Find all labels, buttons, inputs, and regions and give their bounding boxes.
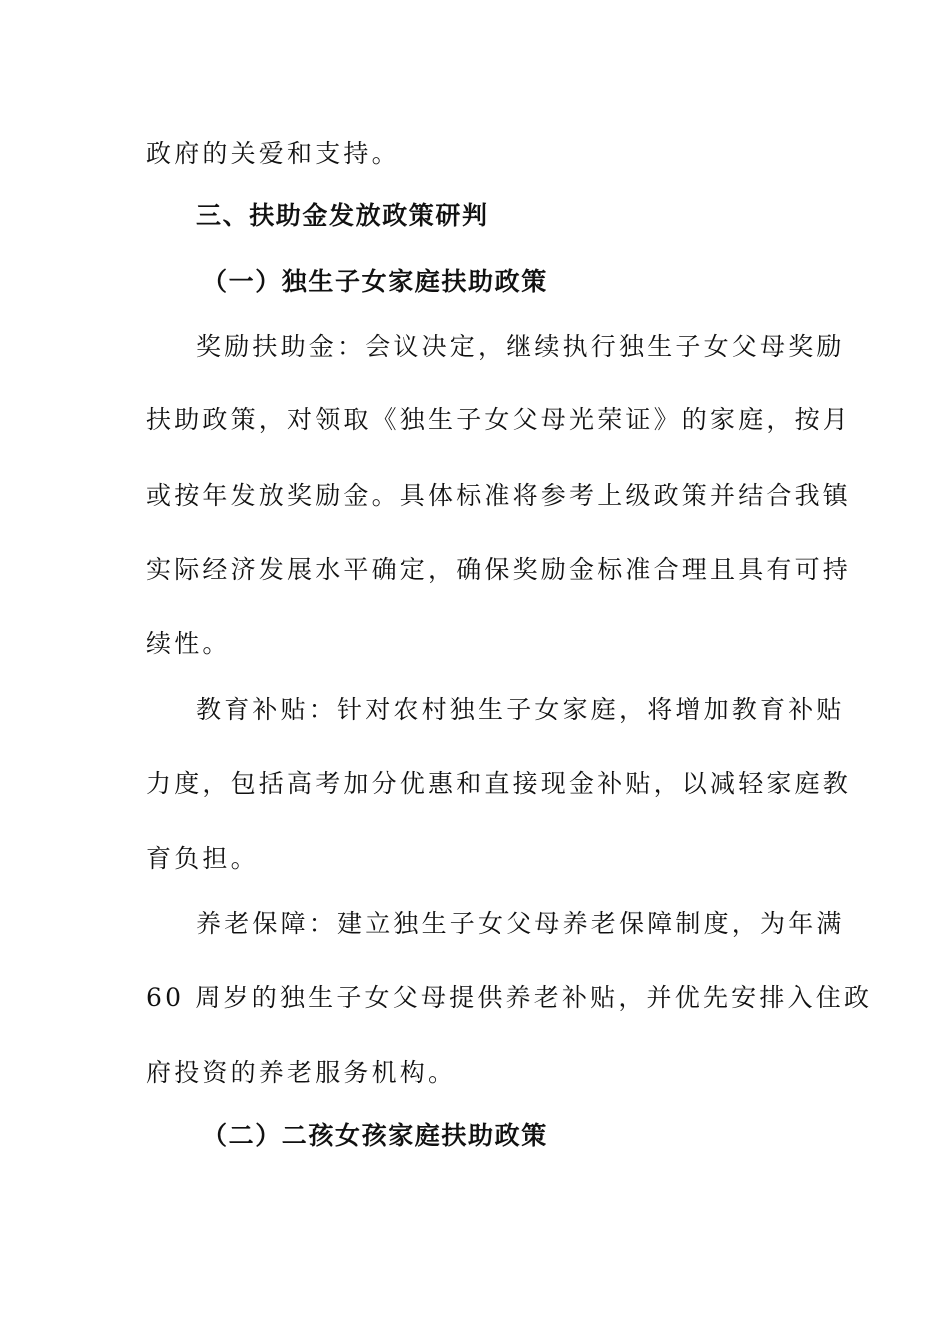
paragraph-line: 府投资的养老服务机构。 — [146, 1058, 457, 1087]
paragraph-line: 或按年发放奖励金。具体标准将参考上级政策并结合我镇 — [146, 481, 852, 510]
paragraph-line: 力度，包括高考加分优惠和直接现金补贴，以减轻家庭教 — [146, 769, 852, 798]
section-heading: 三、扶助金发放政策研判 — [196, 201, 489, 230]
paragraph-line: 奖励扶助金：会议决定，继续执行独生子女父母奖励 — [196, 332, 845, 361]
paragraph-line: 政府的关爱和支持。 — [146, 139, 400, 168]
subsection-heading: （二）二孩女孩家庭扶助政策 — [202, 1121, 548, 1150]
paragraph-line: 60 周岁的独生子女父母提供养老补贴，并优先安排入住政 — [146, 983, 873, 1012]
paragraph-line: 养老保障：建立独生子女父母养老保障制度，为年满 — [196, 909, 845, 938]
paragraph-line: 扶助政策，对领取《独生子女父母光荣证》的家庭，按月 — [146, 405, 852, 434]
paragraph-line: 教育补贴：针对农村独生子女家庭，将增加教育补贴 — [196, 695, 845, 724]
subsection-heading: （一）独生子女家庭扶助政策 — [202, 267, 548, 296]
paragraph-line: 续性。 — [146, 629, 231, 658]
paragraph-line: 育负担。 — [146, 844, 259, 873]
paragraph-line: 实际经济发展水平确定，确保奖励金标准合理且具有可持 — [146, 555, 852, 584]
